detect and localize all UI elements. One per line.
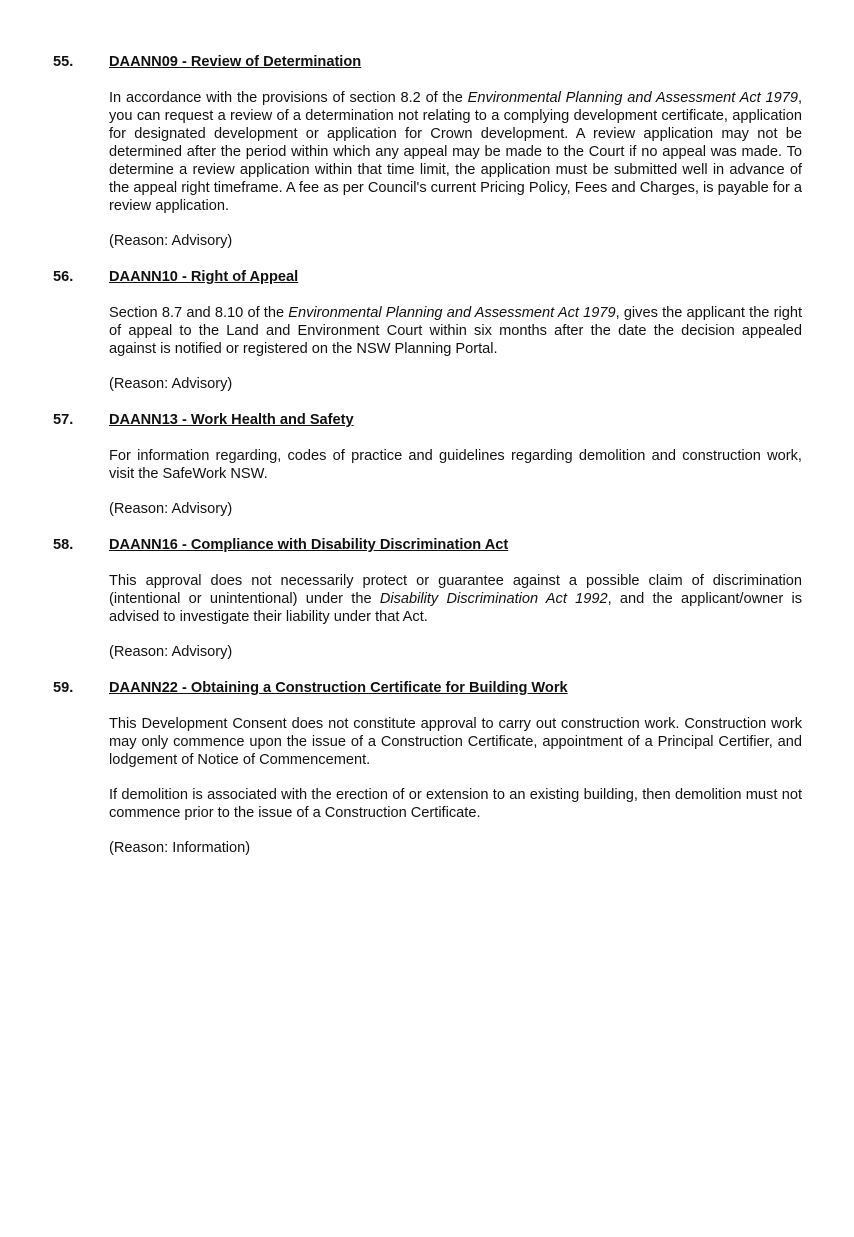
condition-paragraph-2: If demolition is associated with the erection of or extension to an existing building, then demolition must not commence prior to the issue of a Construction Certificate.	[109, 787, 802, 821]
condition-reason: (Reason: Advisory)	[109, 501, 233, 517]
condition-reason: (Reason: Advisory)	[109, 376, 233, 392]
condition-heading: DAANN10 - Right of Appeal	[109, 269, 299, 285]
condition-heading: DAANN16 - Compliance with Disability Discrimination Act	[109, 537, 509, 553]
condition-number: 58.	[53, 537, 74, 553]
condition-number: 59.	[53, 680, 74, 696]
act-title: Disability Discrimination Act 1992	[379, 591, 608, 607]
condition-paragraph: This approval does not necessarily protect or guarantee against a possible claim of discrimination (intentional or unintentional) under the Disability Discrimination Act 1992, and the applicant/owner is advised to investigate their liability under that Act.	[109, 573, 803, 625]
act-title: Environmental Planning and Assessment Act 1979	[288, 305, 616, 321]
condition-reason: (Reason: Information)	[109, 840, 251, 856]
condition-paragraph: Section 8.7 and 8.10 of the Environmental Planning and Assessment Act 1979, gives the applicant the right of appeal to the Land and Environment Court within six months after the date the decision appealed against is notified or registered on the NSW Planning Portal.	[109, 305, 802, 357]
condition-heading: DAANN13 - Work Health and Safety	[109, 412, 354, 428]
condition-reason: (Reason: Advisory)	[109, 644, 233, 660]
condition-paragraph: For information regarding, codes of practice and guidelines regarding demolition and construction work, visit the SafeWork NSW.	[109, 448, 802, 482]
condition-number: 55.	[53, 54, 74, 70]
condition-reason: (Reason: Advisory)	[109, 233, 233, 249]
condition-paragraph: In accordance with the provisions of section 8.2 of the Environmental Planning and Assessment Act 1979, you can request a review of a determination not relating to a complying development certificate, application for designated development or application for Crown development. A review application may not be determined after the period within which any appeal may be made to the Court if no appeal was made. To determine a review application within that time limit, the application must be submitted well in advance of the appeal right timeframe. A fee as per Council's current Pricing Policy, Fees and Charges, is payable for a review application.	[109, 90, 802, 214]
condition-number: 57.	[53, 412, 74, 428]
condition-heading: DAANN22 - Obtaining a Construction Certificate for Building Work	[109, 680, 568, 696]
condition-heading: DAANN09 - Review of Determination	[109, 54, 362, 70]
condition-paragraph: This Development Consent does not constitute approval to carry out construction work. Construction work may only commence upon the issue of a Construction Certificate, appointment of a Principal Certifier, and lodgement of Notice of Commencement.	[109, 716, 802, 768]
act-title: Environmental Planning and Assessment Act 1979	[467, 90, 798, 106]
condition-number: 56.	[53, 269, 74, 285]
